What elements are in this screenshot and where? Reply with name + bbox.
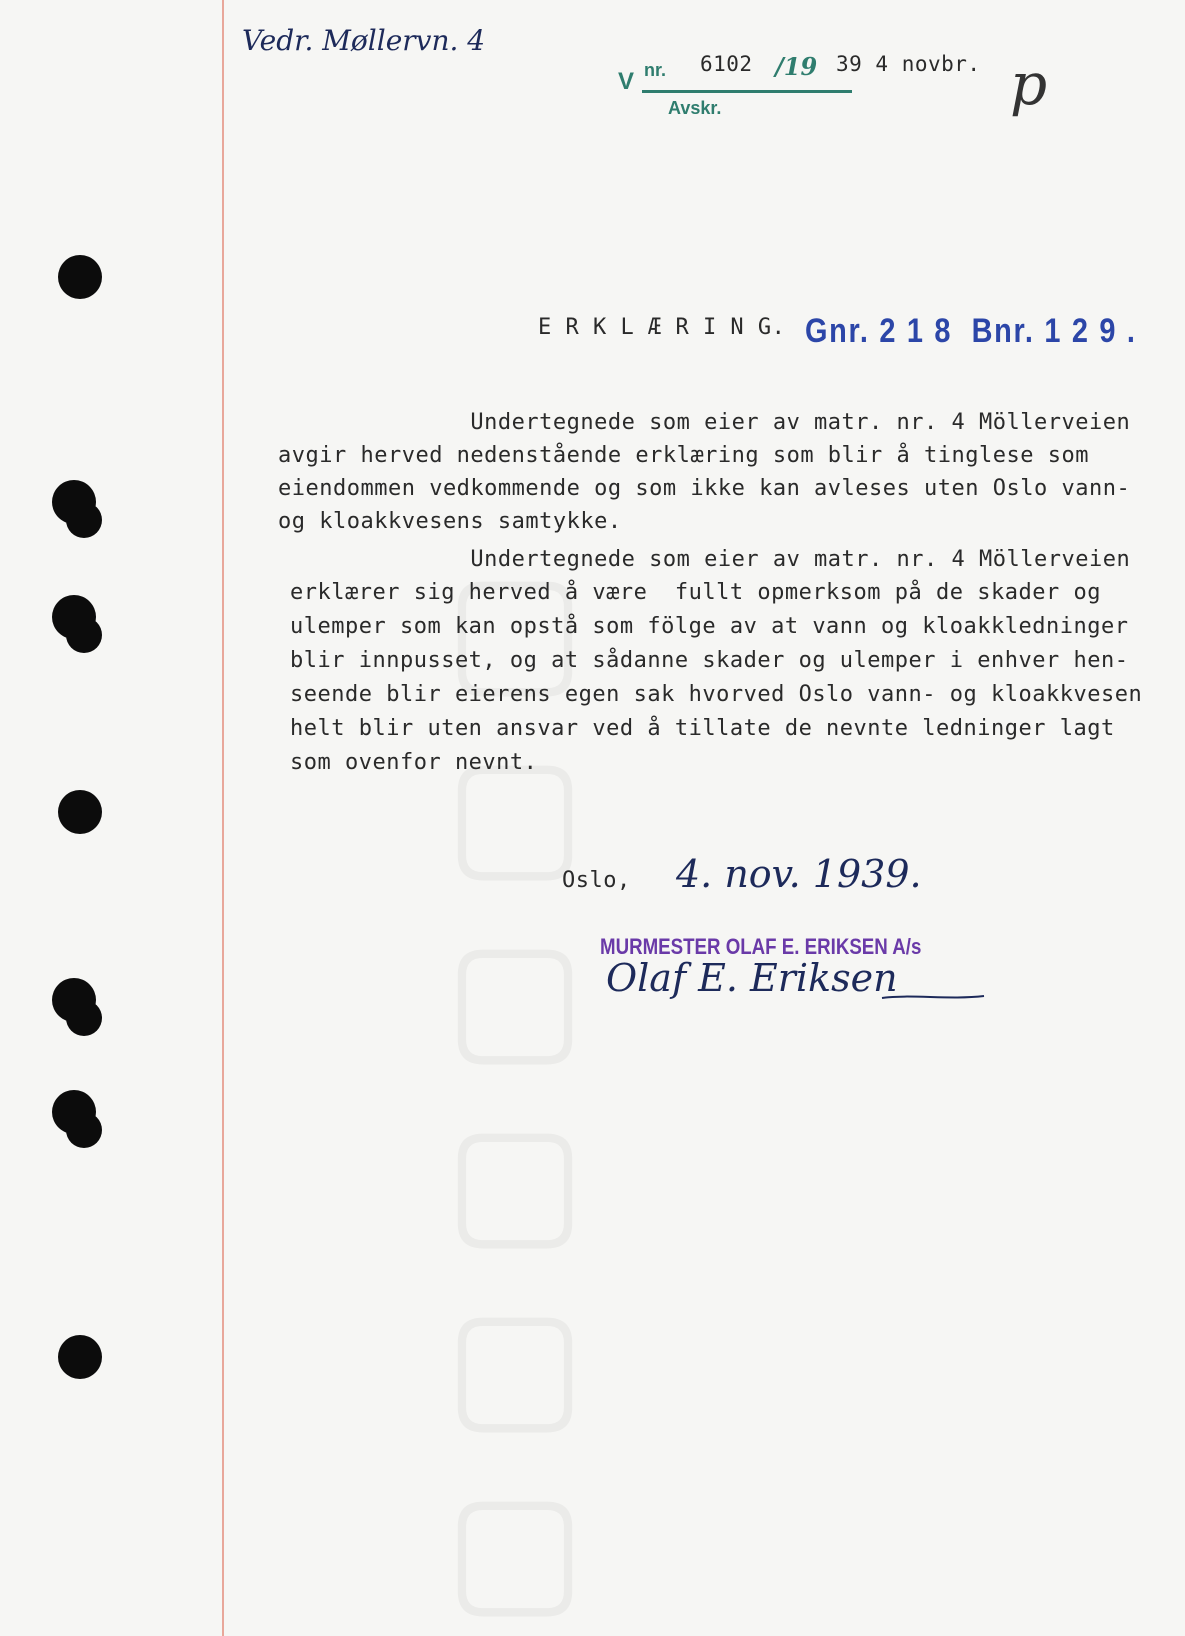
body-line: som ovenfor nevnt. (290, 750, 538, 775)
punch-hole (58, 1335, 102, 1379)
reference-year-separator: /19 (775, 52, 818, 81)
body-line: eiendommen vedkommende og som ikke kan avleses uten Oslo vann- (278, 476, 1131, 501)
punch-hole (58, 255, 102, 299)
body-line: Undertegnede som eier av matr. nr. 4 Möllerveien (278, 547, 1131, 572)
reference-number: 6102 (700, 52, 753, 76)
margin-rule (222, 0, 224, 1636)
body-line: og kloakkvesens samtykke. (278, 509, 622, 534)
body-line: ulemper som kan opstå som fölge av at vann og kloakkledninger (290, 614, 1129, 639)
punch-hole (52, 1090, 96, 1134)
company-stamp: MURMESTER OLAF E. ERIKSEN A/s (600, 934, 922, 959)
body-line: avgir herved nedenstående erklæring som blir å tinglese som (278, 443, 1089, 468)
ref-stamp-rule (642, 90, 852, 93)
initial-mark: p (1010, 50, 1048, 118)
body-line: Undertegnede som eier av matr. nr. 4 Möllerveien (278, 410, 1131, 435)
place: Oslo, (562, 868, 631, 893)
signature-underline (880, 992, 986, 1002)
body-line: helt blir uten ansvar ved å tillate de nevnte ledninger lagt (290, 716, 1115, 741)
handwritten-reference-note: Vedr. Møllervn. 4 (242, 24, 486, 57)
punch-hole (52, 480, 96, 524)
ref-avskr-label: Avskr. (668, 98, 722, 118)
handwritten-date: 4. nov. 1939. (676, 852, 922, 896)
document-heading: E R K L Æ R I N G. (538, 315, 786, 340)
body-line: blir innpusset, og at sådanne skader og ulemper i enhver hen- (290, 648, 1129, 673)
punch-hole (58, 790, 102, 834)
punch-hole (52, 595, 96, 639)
ref-prefix: V (618, 68, 635, 95)
punch-hole (52, 978, 96, 1022)
reference-date: 39 4 novbr. (836, 52, 981, 76)
ref-nr-label: nr. (644, 60, 667, 80)
body-line: seende blir eierens egen sak hvorved Oslo vann- og kloakkvesen (290, 682, 1143, 707)
signature: Olaf E. Eriksen (606, 956, 898, 1000)
body-line: erklærer sig herved å være fullt opmerksom på de skader og (290, 580, 1101, 605)
property-number-stamp: Gnr. 2 1 8 Bnr. 1 2 9 . (805, 312, 1137, 350)
